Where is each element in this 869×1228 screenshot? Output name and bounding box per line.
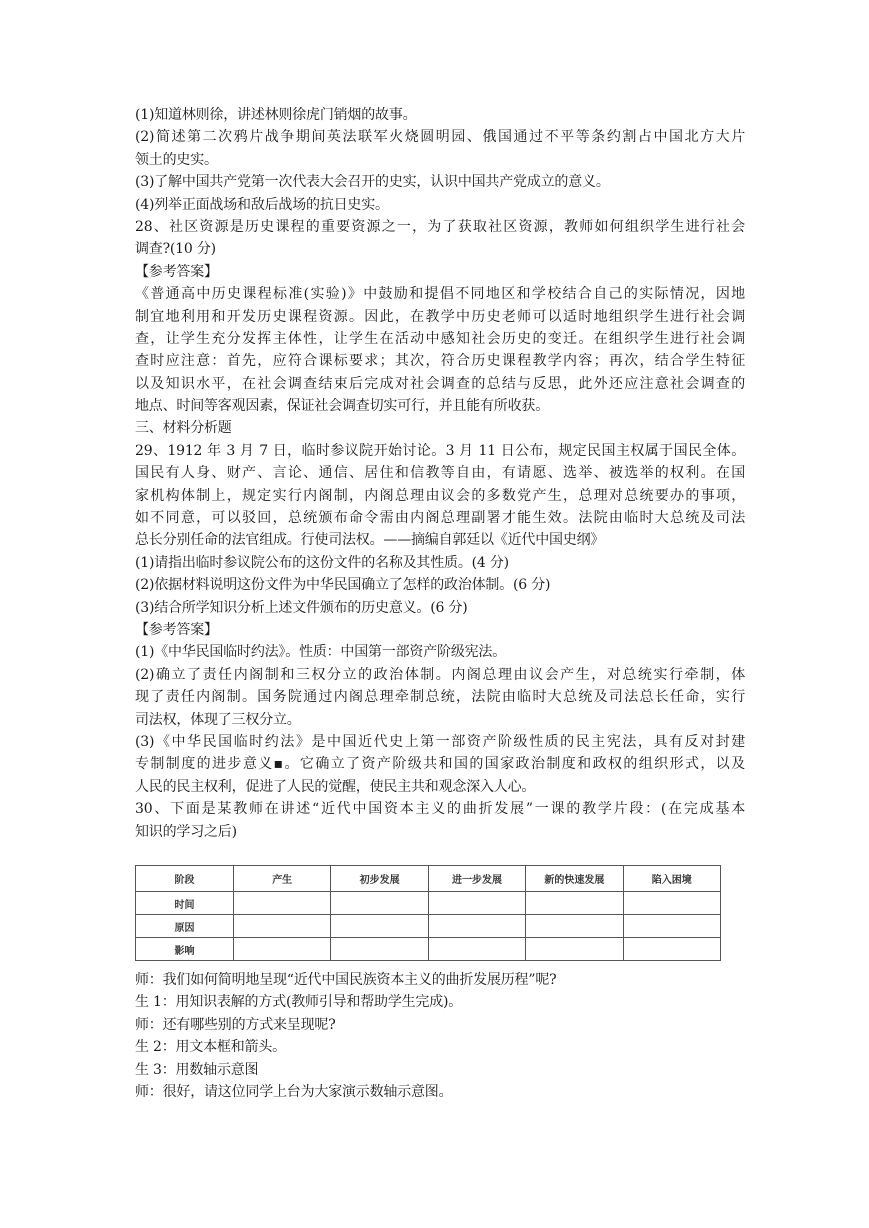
question-29: 29、1912 年 3 月 7 日，临时参议院开始讨论。3 月 11 日公布，规定民国主权属于国民全体。 (135, 442, 745, 459)
answer-heading: 【参考答案】 (135, 621, 218, 638)
table-cell (234, 938, 331, 961)
table-cell (331, 938, 428, 961)
table-cell (623, 892, 720, 915)
section-heading: 三、材料分析题 (135, 420, 232, 437)
table-header-cell: 初步发展 (331, 866, 428, 892)
table-row (136, 938, 721, 961)
table-header-cell: 产生 (234, 866, 331, 892)
text-line: (1)知道林则徐，讲述林则徐虎门销烟的故事。 (135, 107, 417, 123)
text-line: (3)了解中国共产党第一次代表大会召开的史实，认识中国共产党成立的意义。 (135, 174, 610, 191)
dialogue-line: 师：还有哪些别的方式来呈现呢? (135, 1016, 336, 1033)
table-cell (623, 938, 720, 961)
table-row-label: 原因 (136, 915, 234, 938)
stages-table-figure (135, 865, 721, 958)
table-cell (526, 892, 623, 915)
text-line: (2)简述第二次鸦片战争期间英法联军火烧圆明园、俄国通过不平等条约割占中国北方大片 (135, 129, 745, 146)
question-30: 30、下面是某教师在讲述“近代中国资本主义的曲折发展”一课的教学片段：(在完成基本 (135, 801, 745, 818)
text-line: (3)结合所学知识分析上述文件颁布的历史意义。(6 分) (135, 599, 468, 616)
text-line: (1)请指出临时参议院公布的这份文件的名称及其性质。(4 分) (135, 554, 509, 571)
text-line: 人民的民主权利，促进了人民的觉醒，使民主共和观念深入人心。 (135, 778, 536, 795)
table-cell (428, 892, 525, 915)
dialogue-line: 师：我们如何简明地呈现“近代中国民族资本主义的曲折发展历程”呢? (135, 972, 557, 988)
text-line: 家机构体制上，规定实行内阁制，内阁总理由议会的多数党产生，总理对总统要办的事项， (135, 487, 745, 504)
text-block-lower (135, 969, 745, 1103)
table-row (136, 915, 721, 938)
text-line: (1)《中华民国临时约法》。性质：中国第一部资产阶级宪法。 (135, 644, 507, 661)
table-cell (526, 938, 623, 961)
table-row (136, 892, 721, 915)
text-line: 以及知识水平，在社会调查结束后完成对社会调查的总结与反思，此外还应注意社会调查的 (135, 375, 745, 392)
text-line: 查，让学生充分发挥主体性，让学生在活动中感知社会历史的变迁。在组织学生进行社会调 (135, 330, 745, 347)
answer-heading: 【参考答案】 (135, 263, 218, 280)
table-header-cell: 新的快速发展 (526, 866, 623, 892)
table-header-cell: 进一步发展 (428, 866, 525, 892)
text-line: (2)确立了责任内阁制和三权分立的政治体制。内阁总理由议会产生，对总统实行牵制，体 (135, 666, 745, 683)
text-line: 知识的学习之后) (135, 823, 237, 840)
text-line: 领土的史实。 (135, 151, 218, 168)
text-line: 总长分别任命的法官组成。行使司法权。——摘编自郭廷以《近代中国史纲》 (135, 532, 605, 549)
table-row-label: 影响 (136, 938, 234, 961)
text-line: 查时应注意：首先，应符合课标要求；其次，符合历史课程教学内容；再次，结合学生特征 (135, 353, 745, 370)
text-line: (2)依据材料说明这份文件为中华民国确立了怎样的政治体制。(6 分) (135, 577, 551, 594)
table-header-cell: 陷入困境 (623, 866, 720, 892)
text-line: 现了责任内阁制。国务院通过内阁总理牵制总统，法院由临时大总统及司法总长任命，实行 (135, 689, 745, 706)
text-line: 国民有人身、财产、言论、通信、居住和信教等自由，有请愿、选举、被选举的权利。在国 (135, 465, 745, 482)
table-header-cell: 阶段 (136, 866, 234, 892)
dialogue-line: 生 1：用知识表解的方式(教师引导和帮助学生完成)。 (135, 994, 463, 1011)
dialogue-line: 生 2：用文本框和箭头。 (135, 1039, 286, 1056)
text-line: 如不同意，可以驳回，总统颁布命令需由内阁总理副署才能生效。法院由临时大总统及司法 (135, 510, 745, 527)
text-line: 《普通高中历史课程标准(实验)》中鼓励和提倡不同地区和学校结合自己的实际情况，因地 (135, 286, 745, 303)
text-line: 制宜地利用和开发历史课程资源。因此，在教学中历史老师可以适时地组织学生进行社会调 (135, 308, 745, 325)
table-cell (234, 915, 331, 938)
question-28: 28、社区资源是历史课程的重要资源之一，为了获取社区资源，教师如何组织学生进行社会 (135, 218, 745, 235)
table-cell (623, 915, 720, 938)
dialogue-line: 生 3：用数轴示意图 (135, 1061, 259, 1078)
table-cell (428, 938, 525, 961)
text-line: 专制制度的进步意义▪。它确立了资产阶级共和国的国家政治制度和政权的组织形式，以及 (135, 756, 745, 773)
text-line: (3)《中华民国临时约法》是中国近代史上第一部资产阶级性质的民主宪法，具有反对封建 (135, 733, 745, 750)
table-cell (428, 915, 525, 938)
table-cell (331, 915, 428, 938)
text-line: 司法权，体现了三权分立。 (135, 711, 301, 728)
table-header-row (136, 866, 721, 892)
text-line: 调查?(10 分) (135, 241, 216, 258)
dialogue-line: 师：很好，请这位同学上台为大家演示数轴示意图。 (135, 1083, 453, 1100)
table-cell (526, 915, 623, 938)
text-line: 地点、时间等客观因素，保证社会调查切实可行，并且能有所收获。 (135, 398, 549, 415)
table-cell (234, 892, 331, 915)
table-row-label: 时间 (136, 892, 234, 915)
table-cell (331, 892, 428, 915)
stages-table (135, 865, 721, 961)
text-line: (4)列举正面战场和敌后战场的抗日史实。 (135, 196, 389, 213)
text-block-upper (135, 104, 745, 843)
